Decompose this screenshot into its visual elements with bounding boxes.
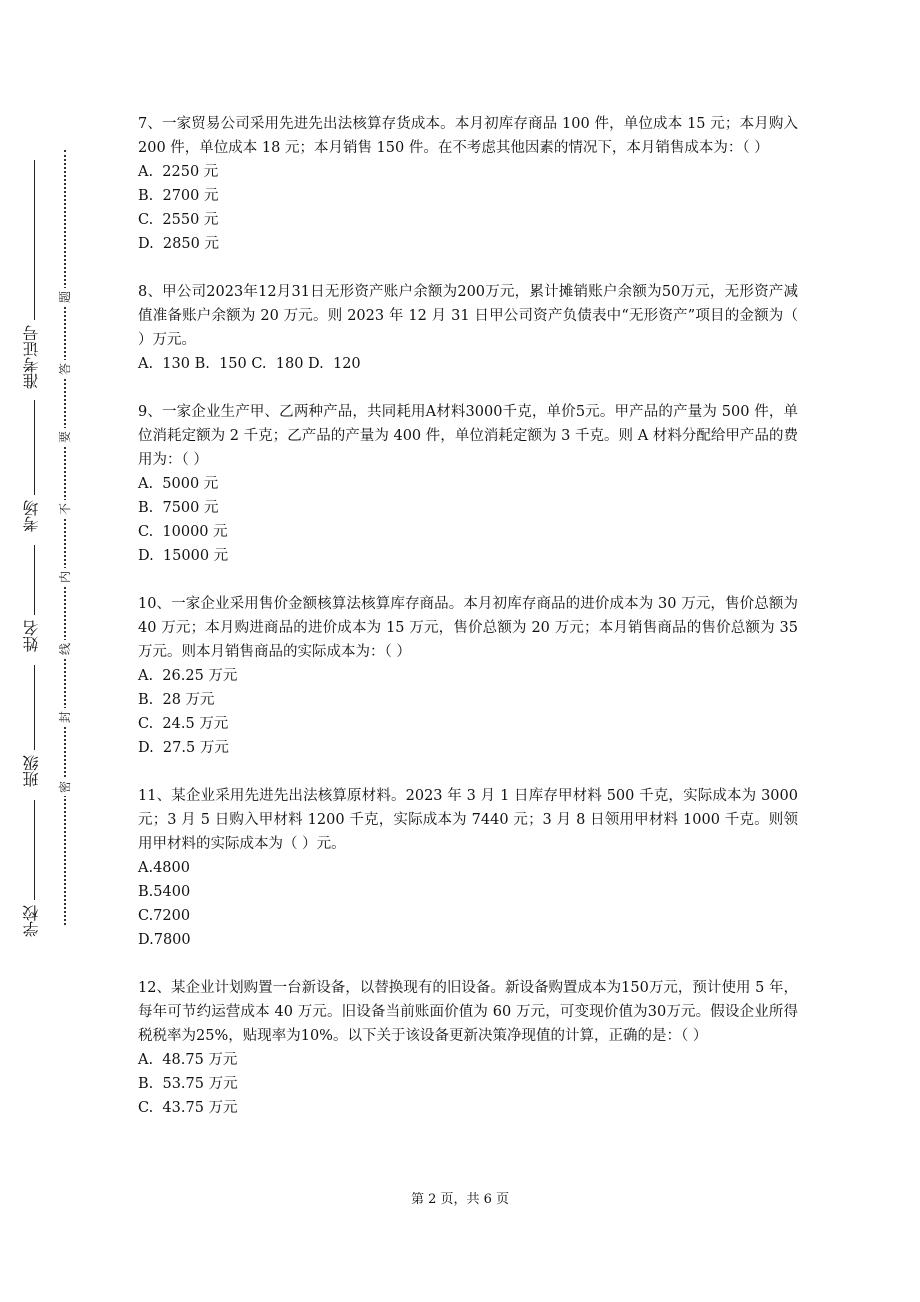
option-b: B. 53.75 万元	[138, 1076, 238, 1092]
class-line	[34, 665, 35, 750]
option-d: D. 15000 元	[138, 548, 229, 564]
binding-margin	[0, 0, 100, 1302]
exam-id-label: 准考证号	[22, 325, 41, 389]
option-b: B.5400	[138, 884, 191, 900]
page-number: 第 2 页，共 6 页	[410, 1192, 510, 1207]
question-12	[138, 976, 798, 1120]
option-d: D. 2850 元	[138, 236, 219, 252]
option-c: C. 2550 元	[138, 212, 219, 228]
seal-char: 封	[56, 708, 74, 726]
option-d: D.7800	[138, 932, 191, 948]
options-inline: A. 130 B. 150 C. 180 D. 120	[138, 356, 361, 372]
question-text: 9、一家企业生产甲、乙两种产品，共同耗用A材料3000千克，单价5元。甲产品的产量为 500 件，单位消耗定额为 2 千克；乙产品的产量为 400 件，单位消耗定额为 3 千克。则 A 材料分配给甲产品的费用为：（ ）	[138, 404, 798, 468]
question-11	[138, 784, 798, 952]
seal-char: 密	[56, 778, 74, 796]
school-line	[34, 800, 35, 900]
seal-char: 内	[56, 568, 74, 586]
class-label: 班级	[22, 755, 41, 787]
seal-char: 答	[56, 360, 74, 378]
question-8	[138, 280, 798, 376]
exam-room-label: 考场	[22, 500, 41, 532]
seal-char: 题	[56, 288, 74, 306]
seal-char: 不	[56, 500, 74, 518]
option-a: A. 2250 元	[138, 164, 219, 180]
question-text: 8、甲公司2023年12月31日无形资产账户余额为200万元，累计摊销账户余额为50万元，无形资产减值准备账户余额为 20 万元。则 2023 年 12 月 31 日甲公司资产负债表中“无形资产”项目的金额为（ ）万元。	[138, 284, 798, 348]
option-b: B. 7500 元	[138, 500, 219, 516]
exam-id-line	[34, 160, 35, 320]
question-list	[138, 112, 798, 1144]
exam-room-line	[34, 400, 35, 495]
seal-char: 线	[56, 640, 74, 658]
option-a: A.4800	[138, 860, 190, 876]
school-label: 学校	[22, 905, 41, 937]
option-d: D. 27.5 万元	[138, 740, 229, 756]
option-c: C.7200	[138, 908, 191, 924]
question-9	[138, 400, 798, 568]
name-label: 姓名	[22, 620, 41, 652]
question-text: 10、一家企业采用售价金额核算法核算库存商品。本月初库存商品的进价成本为 30 万元，售价总额为 40 万元；本月购进商品的进价成本为 15 万元，售价总额为 20 万元；本月销售商品的售价总额为 35 万元。则本月销售商品的实际成本为：（ ）	[138, 596, 798, 660]
question-text: 7、一家贸易公司采用先进先出法核算存货成本。本月初库存商品 100 件，单位成本 15 元；本月购入 200 件，单位成本 18 元；本月销售 150 件。在不考虑其他因素的情况下，本月销售成本为：（ ）	[138, 116, 798, 156]
option-b: B. 2700 元	[138, 188, 219, 204]
option-a: A. 48.75 万元	[138, 1052, 238, 1068]
question-7	[138, 112, 798, 256]
seal-char: 要	[56, 428, 74, 446]
option-c: C. 43.75 万元	[138, 1100, 238, 1116]
question-text: 12、某企业计划购置一台新设备，以替换现有的旧设备。新设备购置成本为150万元，预计使用 5 年，每年可节约运营成本 40 万元。旧设备当前账面价值为 60 万元，可变现价值为30万元。假设企业所得税税率为25%，贴现率为10%。以下关于该设备更新决策净现值的计算，正确的是：（ ）	[138, 980, 798, 1044]
option-c: C. 24.5 万元	[138, 716, 229, 732]
question-10	[138, 592, 798, 760]
name-line	[34, 545, 35, 615]
option-a: A. 26.25 万元	[138, 668, 238, 684]
seal-dotted-line	[64, 150, 66, 925]
option-a: A. 5000 元	[138, 476, 219, 492]
option-c: C. 10000 元	[138, 524, 228, 540]
question-text: 11、某企业采用先进先出法核算原材料。2023 年 3 月 1 日库存甲材料 500 千克，实际成本为 3000 元；3 月 5 日购入甲材料 1200 千克，实际成本为 7440 元；3 月 8 日领用甲材料 1000 千克。则领用甲材料的实际成本为（ ）元。	[138, 788, 798, 852]
option-b: B. 28 万元	[138, 692, 215, 708]
